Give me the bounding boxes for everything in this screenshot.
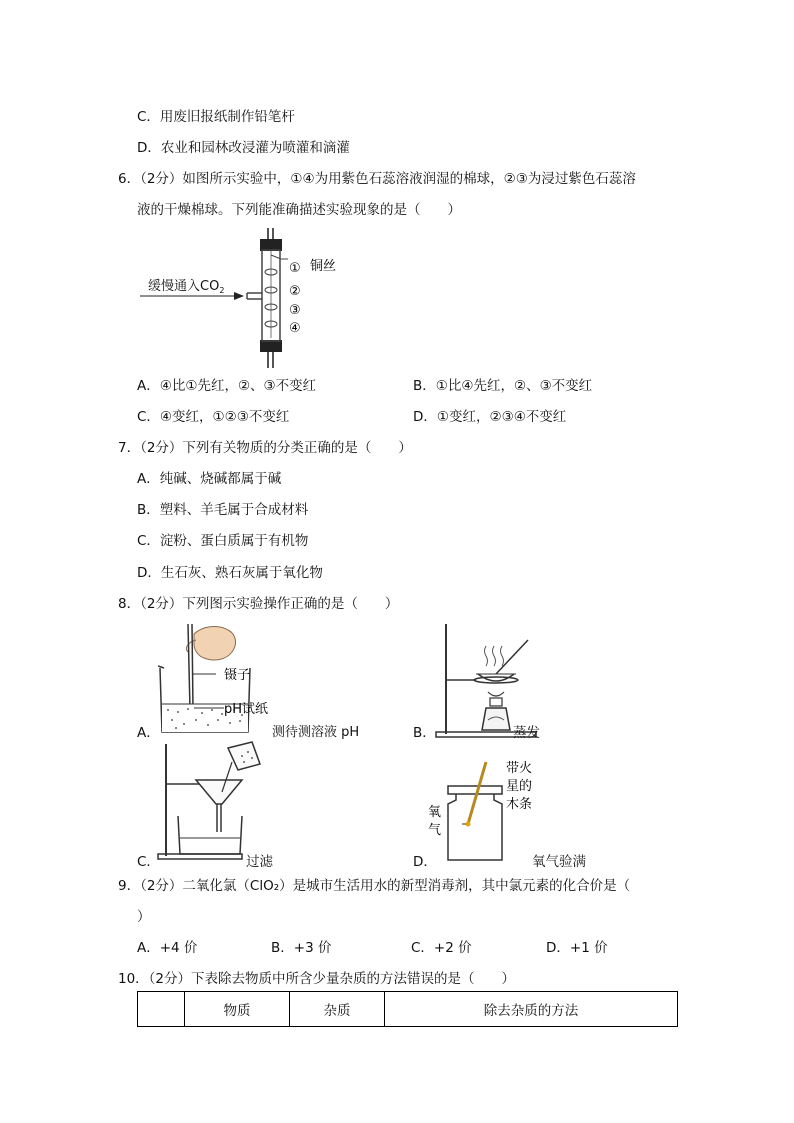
q10-table bbox=[137, 991, 678, 1027]
q8-a-letter: A． bbox=[137, 725, 160, 741]
q7-option-b: B．塑料、羊毛属于合成材料 bbox=[137, 502, 309, 518]
q10-header-blank bbox=[138, 992, 185, 1027]
q9-stem-line2: ） bbox=[137, 909, 151, 925]
q8-a-caption: 测待测溶液 pH bbox=[272, 725, 360, 740]
q7-stem: 7．（2分）下列有关物质的分类正确的是（ ） bbox=[118, 440, 412, 456]
q8-stem: 8．（2分）下列图示实验操作正确的是（ ） bbox=[118, 596, 399, 612]
q8-b-letter: B． bbox=[413, 725, 436, 741]
q6-inlet-label: 缓慢通入$CO_2$ bbox=[148, 279, 225, 295]
q8-d-label-stick-3: 木条 bbox=[506, 797, 533, 812]
q8-d-label-gas-1: 氧 bbox=[428, 805, 442, 820]
q6-option-a: A．④比①先红，②、③不变红 bbox=[137, 378, 317, 394]
q6-stem-line2: 液的干燥棉球。下列能准确描述实验现象的是（ ） bbox=[137, 202, 461, 218]
q6-stem-line1: 6．（2分）如图所示实验中，①④为用紫色石蕊溶液润湿的棉球，②③为浸过紫色石蕊溶 bbox=[118, 171, 636, 187]
q8-a-label-ph-paper: pH试纸 bbox=[224, 702, 269, 717]
q6-option-c: C．④变红，①②③不变红 bbox=[137, 409, 290, 425]
q6-num-2: ② bbox=[289, 284, 301, 299]
q10-header-method: 除去杂质的方法 bbox=[385, 992, 678, 1027]
q7-option-a: A．纯碱、烧碱都属于碱 bbox=[137, 471, 282, 487]
q8-d-letter: D． bbox=[413, 854, 437, 870]
q9-option-d: D．+1 价 bbox=[546, 940, 608, 956]
q6-num-4: ④ bbox=[289, 321, 301, 336]
q10-header-impurity: 杂质 bbox=[290, 992, 385, 1027]
q5-option-c: C．用废旧报纸制作铅笔杆 bbox=[137, 109, 295, 125]
q9-stem-line1: 9．（2分）二氧化氯（ClO₂）是城市生活用水的新型消毒剂，其中氯元素的化合价是（ bbox=[118, 878, 631, 894]
q8-b-caption: 蒸发 bbox=[513, 725, 540, 741]
q6-num-3: ③ bbox=[289, 303, 301, 318]
q8-d-label-stick-2: 星的 bbox=[506, 779, 533, 794]
q8-a-label-tweezers: 镊子 bbox=[224, 668, 251, 683]
q10-stem: 10．（2分）下表除去物质中所含少量杂质的方法错误的是（ ） bbox=[118, 971, 516, 987]
q8-a-ph-test-figure bbox=[158, 620, 288, 740]
q7-option-d: D．生石灰、熟石灰属于氧化物 bbox=[137, 565, 323, 581]
q6-co2-tube-figure bbox=[140, 228, 360, 368]
q8-d-label-stick-1: 带火 bbox=[506, 761, 533, 776]
q8-c-letter: C． bbox=[137, 854, 160, 870]
q8-d-oxygen-test-figure bbox=[428, 760, 538, 866]
q5-option-d: D．农业和园林改浸灌为喷灌和滴灌 bbox=[137, 140, 350, 156]
q8-d-label-gas-2: 气 bbox=[428, 823, 442, 838]
q9-option-b: B．+3 价 bbox=[271, 940, 332, 956]
q10-header-substance: 物质 bbox=[185, 992, 290, 1027]
q6-option-b: B．①比④先红，②、③不变红 bbox=[413, 378, 593, 394]
table-row bbox=[138, 992, 678, 1027]
q9-option-a: A．+4 价 bbox=[137, 940, 198, 956]
q6-wire-label: 铜丝 bbox=[310, 259, 337, 274]
q7-option-c: C．淀粉、蛋白质属于有机物 bbox=[137, 533, 309, 549]
q6-num-1: ① bbox=[289, 261, 301, 276]
q6-option-d: D．①变红，②③④不变红 bbox=[413, 409, 567, 425]
q9-option-c: C．+2 价 bbox=[411, 940, 472, 956]
q8-c-filtration-figure bbox=[156, 740, 276, 864]
q8-c-caption: 过滤 bbox=[246, 854, 273, 870]
q8-d-caption: 氧气验满 bbox=[532, 854, 586, 870]
